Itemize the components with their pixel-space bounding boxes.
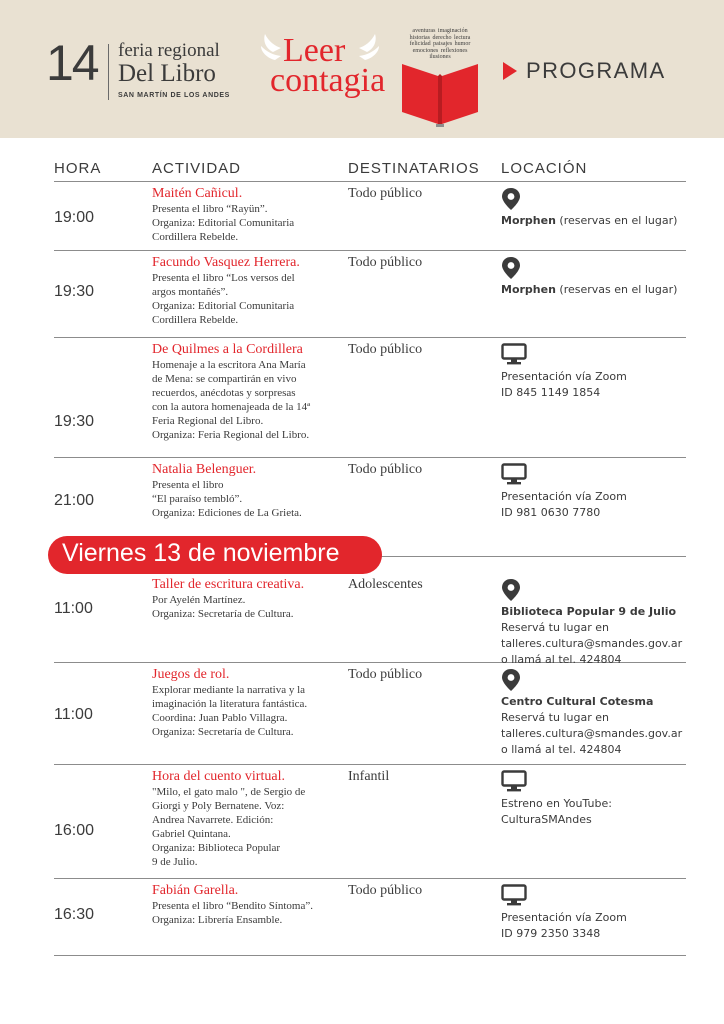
event-activity bbox=[152, 576, 344, 621]
event-audience: Adolescentes bbox=[348, 577, 423, 592]
location-line bbox=[501, 620, 701, 636]
event-detail-line: recuerdos, anécdotas y sorpresas bbox=[152, 387, 296, 399]
location-text: Reservá tu lugar en bbox=[501, 711, 609, 724]
event-title: Juegos de rol. bbox=[152, 667, 230, 682]
event-location bbox=[501, 256, 701, 298]
event-detail-line: Feria Regional del Libro. bbox=[152, 415, 264, 427]
event-location bbox=[501, 668, 701, 758]
location-text: Presentación vía Zoom bbox=[501, 490, 627, 503]
event-detail-line: argos montañés”. bbox=[152, 286, 229, 298]
event-detail-line: Coordina: Juan Pablo Villagra. bbox=[152, 712, 288, 724]
event-detail-line: Organiza: Secretaría de Cultura. bbox=[152, 726, 294, 738]
location-text: o llamá al tel. 424804 bbox=[501, 653, 622, 666]
event-detail-line: Homenaje a la escritora Ana María bbox=[152, 359, 306, 371]
location-text: Estreno en YouTube: bbox=[501, 797, 612, 810]
event-time: 16:00 bbox=[54, 822, 95, 839]
event-detail-line: Presenta el libro “Rayün”. bbox=[152, 203, 268, 215]
event-activity bbox=[152, 341, 344, 442]
day-banner-label: Viernes 13 de noviembre bbox=[62, 539, 340, 567]
event-time: 19:30 bbox=[54, 283, 95, 300]
event-detail-line: 9 de Julio. bbox=[152, 856, 198, 868]
event-title: Facundo Vasquez Herrera. bbox=[152, 255, 300, 270]
row-divider bbox=[54, 955, 686, 956]
event-activity bbox=[152, 185, 344, 244]
header-band bbox=[0, 0, 724, 138]
event-detail-line: Presenta el libro bbox=[152, 479, 224, 491]
event-audience: Todo público bbox=[348, 342, 423, 357]
event-time: 19:30 bbox=[54, 413, 95, 430]
location-text: (reservas en el lugar) bbox=[555, 283, 678, 296]
location-line bbox=[501, 926, 701, 942]
location-text: talleres.cultura@smandes.gov.ar bbox=[501, 727, 683, 740]
location-line bbox=[501, 213, 701, 229]
event-title: Maitén Cañicul. bbox=[152, 186, 243, 201]
location-text: ID 979 2350 3348 bbox=[501, 927, 601, 940]
event-time: 19:00 bbox=[54, 209, 95, 226]
logo-text-leer: Leer bbox=[283, 32, 346, 69]
logo-word-cloud: aventuras imaginación historias derecho lectura felicidad paisajes humor emociones reflexiones ilusiones bbox=[409, 28, 471, 60]
event-time: 16:30 bbox=[54, 906, 95, 923]
event-detail-line: imaginación la literatura fantástica. bbox=[152, 698, 308, 710]
row-divider bbox=[54, 764, 686, 765]
location-line bbox=[501, 812, 701, 828]
event-detail-line: Organiza: Editorial Comunitaria bbox=[152, 300, 295, 312]
venue-name: Centro Cultural Cotesma bbox=[501, 695, 654, 708]
map-pin-icon bbox=[501, 187, 701, 211]
logo-text-contagia: contagia bbox=[270, 62, 386, 99]
map-pin-icon bbox=[501, 578, 701, 602]
event-title: Natalia Belenguer. bbox=[152, 462, 257, 477]
location-line bbox=[501, 726, 701, 742]
location-text: o llamá al tel. 424804 bbox=[501, 743, 622, 756]
event-detail-line: Por Ayelén Martínez. bbox=[152, 594, 246, 606]
location-line bbox=[501, 505, 701, 521]
map-pin-icon bbox=[501, 256, 701, 280]
event-detail-line: de Mena: se compartirán en vivo bbox=[152, 373, 297, 385]
column-header-hour: HORA bbox=[54, 160, 102, 177]
location-line bbox=[501, 489, 701, 505]
row-divider bbox=[54, 457, 686, 458]
location-text: Presentación vía Zoom bbox=[501, 911, 627, 924]
event-audience: Todo público bbox=[348, 462, 423, 477]
event-detail-line: Organiza: Librería Ensamble. bbox=[152, 914, 283, 926]
event-activity bbox=[152, 254, 344, 327]
location-text: talleres.cultura@smandes.gov.ar bbox=[501, 637, 683, 650]
event-detail-line: Gabriel Quintana. bbox=[152, 828, 231, 840]
event-audience: Todo público bbox=[348, 667, 423, 682]
event-title: Fabián Garella. bbox=[152, 883, 239, 898]
event-detail-line: Explorar mediante la narrativa y la bbox=[152, 684, 306, 696]
event-detail-line: Organiza: Secretaría de Cultura. bbox=[152, 608, 294, 620]
event-location bbox=[501, 343, 701, 401]
monitor-icon bbox=[501, 343, 701, 367]
event-detail-line: Andrea Navarrete. Edición: bbox=[152, 814, 274, 826]
edition-number: 14 bbox=[46, 35, 98, 91]
row-divider bbox=[54, 250, 686, 251]
event-time: 11:00 bbox=[54, 706, 93, 723]
event-audience: Todo público bbox=[348, 186, 423, 201]
event-detail-line: Organiza: Editorial Comunitaria bbox=[152, 217, 295, 229]
event-location bbox=[501, 187, 701, 229]
event-activity bbox=[152, 768, 344, 869]
location-text: ID 845 1149 1854 bbox=[501, 386, 601, 399]
event-activity bbox=[152, 882, 344, 927]
event-activity bbox=[152, 666, 344, 739]
event-audience: Infantil bbox=[348, 769, 390, 784]
location-line bbox=[501, 694, 701, 710]
event-detail-line: Presenta el libro “Los versos del bbox=[152, 272, 295, 284]
event-detail-line: Giorgi y Poly Bernatene. Voz: bbox=[152, 800, 285, 812]
event-detail-line: Presenta el libro “Bendito Síntoma”. bbox=[152, 900, 313, 912]
fair-city: SAN MARTÍN DE LOS ANDES bbox=[118, 92, 230, 99]
location-line bbox=[501, 282, 701, 298]
event-audience: Todo público bbox=[348, 883, 423, 898]
event-activity bbox=[152, 461, 344, 520]
location-text: Reservá tu lugar en bbox=[501, 621, 609, 634]
location-line bbox=[501, 652, 701, 668]
location-text: ID 981 0630 7780 bbox=[501, 506, 601, 519]
event-title: Taller de escritura creativa. bbox=[152, 577, 305, 592]
fair-name-line1: feria regional bbox=[118, 40, 220, 61]
event-title: De Quilmes a la Cordillera bbox=[152, 342, 303, 357]
program-label: PROGRAMA bbox=[526, 58, 666, 83]
map-pin-icon bbox=[501, 668, 701, 692]
venue-name: Morphen bbox=[501, 214, 556, 227]
location-line bbox=[501, 604, 701, 620]
column-header-activity: ACTIVIDAD bbox=[152, 160, 242, 177]
venue-name: Morphen bbox=[501, 283, 556, 296]
monitor-icon bbox=[501, 463, 701, 487]
fair-name-line2: Del Libro bbox=[118, 60, 216, 87]
event-location bbox=[501, 884, 701, 942]
location-text: CulturaSMAndes bbox=[501, 813, 592, 826]
location-line bbox=[501, 636, 701, 652]
event-time: 21:00 bbox=[54, 492, 95, 509]
row-divider bbox=[54, 337, 686, 338]
monitor-icon bbox=[501, 884, 701, 908]
event-detail-line: Organiza: Feria Regional del Libro. bbox=[152, 429, 310, 441]
location-line bbox=[501, 369, 701, 385]
column-header-location: LOCACIÓN bbox=[501, 160, 588, 177]
event-detail-line: Cordillera Rebelde. bbox=[152, 231, 239, 243]
event-time: 11:00 bbox=[54, 600, 93, 617]
location-line bbox=[501, 796, 701, 812]
play-arrow-icon bbox=[503, 62, 517, 80]
event-title: Hora del cuento virtual. bbox=[152, 769, 285, 784]
row-divider bbox=[54, 878, 686, 879]
event-location bbox=[501, 463, 701, 521]
header-divider bbox=[108, 44, 109, 100]
location-line bbox=[501, 742, 701, 758]
event-detail-line: Organiza: Biblioteca Popular bbox=[152, 842, 281, 854]
column-header-audience: DESTINATARIOS bbox=[348, 160, 480, 177]
event-detail-line: con la autora homenajeada de la 14ª bbox=[152, 401, 311, 413]
monitor-icon bbox=[501, 770, 701, 794]
event-detail-line: “El paraíso tembló”. bbox=[152, 493, 243, 505]
event-audience: Todo público bbox=[348, 255, 423, 270]
event-location bbox=[501, 578, 701, 668]
venue-name: Biblioteca Popular 9 de Julio bbox=[501, 605, 677, 618]
location-text: (reservas en el lugar) bbox=[555, 214, 678, 227]
location-text: Presentación vía Zoom bbox=[501, 370, 627, 383]
location-line bbox=[501, 385, 701, 401]
event-detail-line: Organiza: Ediciones de La Grieta. bbox=[152, 507, 302, 519]
event-detail-line: Cordillera Rebelde. bbox=[152, 314, 239, 326]
event-location bbox=[501, 770, 701, 828]
location-line bbox=[501, 710, 701, 726]
event-detail-line: "Milo, el gato malo ", de Sergio de bbox=[152, 786, 306, 798]
location-line bbox=[501, 910, 701, 926]
row-divider bbox=[54, 181, 686, 182]
